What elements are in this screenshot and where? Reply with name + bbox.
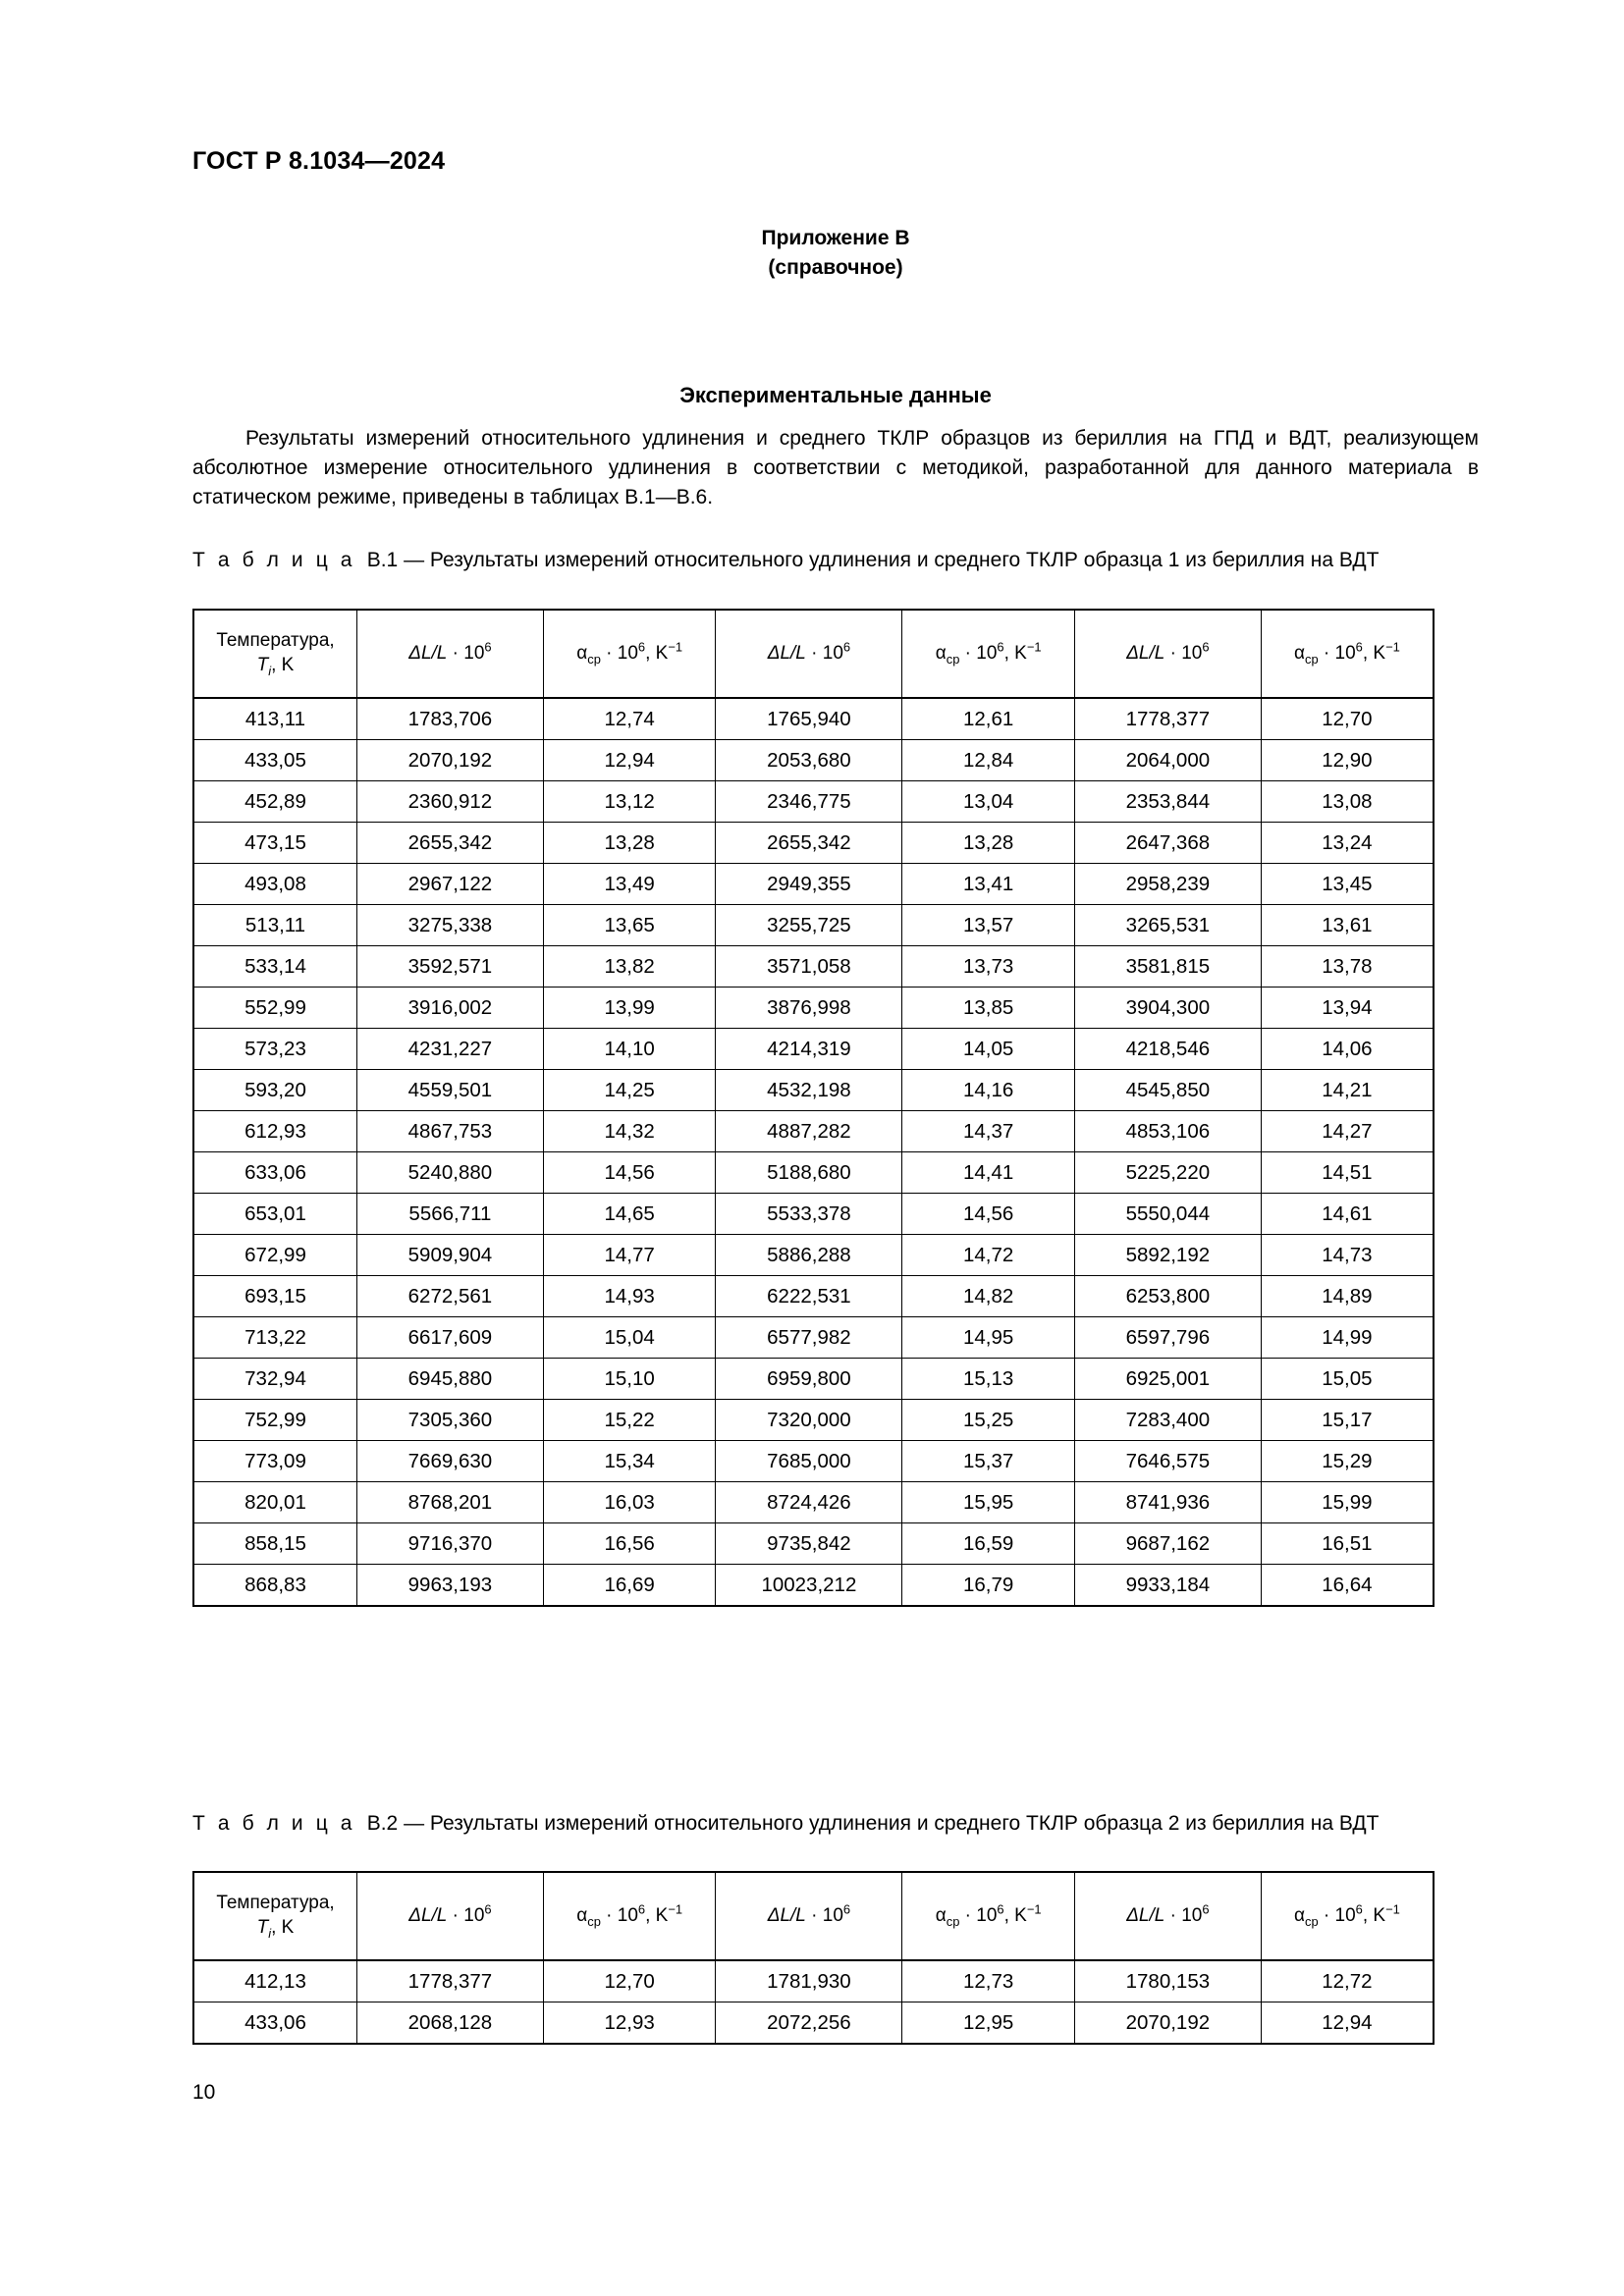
cell-value: 8768,201	[357, 1482, 544, 1523]
table-row	[193, 1400, 1434, 1441]
header-temperature-unit: , K	[271, 655, 295, 675]
cell-value: 12,93	[543, 2002, 716, 2045]
cell-value: 16,59	[902, 1523, 1075, 1565]
cell-value: 7283,400	[1074, 1400, 1261, 1441]
cell-value: 12,94	[543, 740, 716, 781]
cell-value: 8724,426	[716, 1482, 902, 1523]
cell-value: 1781,930	[716, 1960, 902, 2002]
cell-value: 15,29	[1261, 1441, 1434, 1482]
table-row	[193, 2002, 1434, 2045]
cell-value: 14,37	[902, 1111, 1075, 1152]
cell-value: 1765,940	[716, 698, 902, 740]
cell-value: 3265,531	[1074, 905, 1261, 946]
header-delta-l-1: $\Delta L/L \cdot 10^6$	[357, 610, 544, 698]
cell-value: 13,28	[543, 823, 716, 864]
cell-value: 16,03	[543, 1482, 716, 1523]
cell-value: 6577,982	[716, 1317, 902, 1359]
cell-value: 14,61	[1261, 1194, 1434, 1235]
table-b1-header	[193, 610, 1434, 698]
cell-value: 15,99	[1261, 1482, 1434, 1523]
cell-value: 7669,630	[357, 1441, 544, 1482]
cell-value: 4559,501	[357, 1070, 544, 1111]
header-temperature-symbol: T	[256, 655, 269, 675]
cell-value: 7305,360	[357, 1400, 544, 1441]
cell-temperature: 593,20	[193, 1070, 357, 1111]
cell-value: 1783,706	[357, 698, 544, 740]
cell-value: 15,37	[902, 1441, 1075, 1482]
cell-temperature: 433,06	[193, 2002, 357, 2045]
cell-value: 2958,239	[1074, 864, 1261, 905]
cell-value: 13,82	[543, 946, 716, 988]
cell-value: 2655,342	[357, 823, 544, 864]
cell-value: 13,04	[902, 781, 1075, 823]
cell-value: 15,25	[902, 1400, 1075, 1441]
table-b1-body	[193, 698, 1434, 1606]
header-delta-l-2: $\Delta L/L \cdot 10^6$	[716, 1872, 902, 1960]
cell-temperature: 858,15	[193, 1523, 357, 1565]
cell-value: 13,41	[902, 864, 1075, 905]
cell-temperature: 752,99	[193, 1400, 357, 1441]
header-alpha-1: $\alpha_{ср} \cdot 10^6$, $K^{-1}$	[543, 1872, 716, 1960]
cell-value: 5533,378	[716, 1194, 902, 1235]
header-temperature-symbol: T	[256, 1917, 269, 1938]
cell-temperature: 773,09	[193, 1441, 357, 1482]
cell-value: 4218,546	[1074, 1029, 1261, 1070]
cell-value: 14,10	[543, 1029, 716, 1070]
cell-value: 2068,128	[357, 2002, 544, 2045]
cell-value: 9687,162	[1074, 1523, 1261, 1565]
cell-value: 4231,227	[357, 1029, 544, 1070]
cell-value: 13,12	[543, 781, 716, 823]
table-b2-caption-number: В.2	[366, 1812, 399, 1835]
cell-value: 2070,192	[357, 740, 544, 781]
cell-temperature: 493,08	[193, 864, 357, 905]
cell-value: 7685,000	[716, 1441, 902, 1482]
header-delta-l-3: $\Delta L/L \cdot 10^6$	[1074, 1872, 1261, 1960]
cell-value: 12,70	[543, 1960, 716, 2002]
cell-value: 5188,680	[716, 1152, 902, 1194]
cell-value: 15,04	[543, 1317, 716, 1359]
cell-value: 13,24	[1261, 823, 1434, 864]
header-delta-l-1: $\Delta L/L \cdot 10^6$	[357, 1872, 544, 1960]
cell-value: 13,57	[902, 905, 1075, 946]
cell-value: 13,99	[543, 988, 716, 1029]
cell-value: 2967,122	[357, 864, 544, 905]
cell-value: 13,45	[1261, 864, 1434, 905]
table-b2-caption	[192, 1809, 1479, 1839]
cell-value: 6617,609	[357, 1317, 544, 1359]
cell-value: 12,70	[1261, 698, 1434, 740]
cell-value: 12,73	[902, 1960, 1075, 2002]
cell-value: 9716,370	[357, 1523, 544, 1565]
cell-temperature: 552,99	[193, 988, 357, 1029]
cell-value: 12,72	[1261, 1960, 1434, 2002]
cell-value: 14,16	[902, 1070, 1075, 1111]
cell-value: 14,99	[1261, 1317, 1434, 1359]
cell-value: 5909,904	[357, 1235, 544, 1276]
cell-temperature: 693,15	[193, 1276, 357, 1317]
table-b2-body	[193, 1960, 1434, 2044]
cell-value: 3275,338	[357, 905, 544, 946]
cell-value: 4532,198	[716, 1070, 902, 1111]
table-row	[193, 1029, 1434, 1070]
table-row	[193, 905, 1434, 946]
table-row	[193, 740, 1434, 781]
cell-value: 15,95	[902, 1482, 1075, 1523]
appendix-title: Приложение В	[761, 227, 910, 249]
cell-value: 12,90	[1261, 740, 1434, 781]
cell-value: 5886,288	[716, 1235, 902, 1276]
table-row	[193, 988, 1434, 1029]
cell-value: 15,22	[543, 1400, 716, 1441]
cell-value: 5550,044	[1074, 1194, 1261, 1235]
header-temperature: Температура, $T_i$, K	[193, 1872, 357, 1960]
cell-value: 3916,002	[357, 988, 544, 1029]
cell-value: 2949,355	[716, 864, 902, 905]
cell-value: 14,77	[543, 1235, 716, 1276]
appendix-heading	[192, 224, 1479, 284]
header-temperature-unit: , K	[271, 1917, 295, 1938]
cell-value: 13,08	[1261, 781, 1434, 823]
cell-temperature: 633,06	[193, 1152, 357, 1194]
table-row	[193, 1235, 1434, 1276]
table-b1-caption-text: — Результаты измерений относительного удлинения и среднего ТКЛР образца 1 из бериллия на ВДТ	[404, 549, 1380, 571]
page-number: 10	[192, 2081, 216, 2104]
cell-value: 3581,815	[1074, 946, 1261, 988]
cell-value: 14,82	[902, 1276, 1075, 1317]
cell-value: 14,21	[1261, 1070, 1434, 1111]
cell-value: 6272,561	[357, 1276, 544, 1317]
cell-value: 13,78	[1261, 946, 1434, 988]
cell-value: 15,10	[543, 1359, 716, 1400]
table-row	[193, 1523, 1434, 1565]
cell-value: 12,95	[902, 2002, 1075, 2045]
cell-value: 2053,680	[716, 740, 902, 781]
cell-value: 16,64	[1261, 1565, 1434, 1607]
table-row	[193, 1317, 1434, 1359]
table-b2-caption-text: — Результаты измерений относительного удлинения и среднего ТКЛР образца 2 из бериллия на ВДТ	[404, 1812, 1380, 1835]
table-row	[193, 1152, 1434, 1194]
cell-value: 14,51	[1261, 1152, 1434, 1194]
cell-value: 3904,300	[1074, 988, 1261, 1029]
cell-temperature: 412,13	[193, 1960, 357, 2002]
cell-value: 6597,796	[1074, 1317, 1261, 1359]
cell-value: 14,27	[1261, 1111, 1434, 1152]
cell-value: 2346,775	[716, 781, 902, 823]
cell-value: 14,32	[543, 1111, 716, 1152]
cell-value: 12,74	[543, 698, 716, 740]
cell-temperature: 452,89	[193, 781, 357, 823]
header-temperature-subscript: i	[268, 663, 272, 678]
cell-value: 1778,377	[1074, 698, 1261, 740]
cell-temperature: 653,01	[193, 1194, 357, 1235]
cell-value: 6925,001	[1074, 1359, 1261, 1400]
cell-value: 5225,220	[1074, 1152, 1261, 1194]
cell-value: 6253,800	[1074, 1276, 1261, 1317]
header-alpha-1: $\alpha_{ср} \cdot 10^6$, $K^{-1}$	[543, 610, 716, 698]
table-row	[193, 864, 1434, 905]
table-row	[193, 1359, 1434, 1400]
cell-value: 15,17	[1261, 1400, 1434, 1441]
cell-temperature: 732,94	[193, 1359, 357, 1400]
table-b2-caption-label: Т а б л и ц а	[192, 1812, 356, 1835]
cell-temperature: 533,14	[193, 946, 357, 988]
cell-value: 2360,912	[357, 781, 544, 823]
table-header-row	[193, 1872, 1434, 1960]
header-delta-l-3: $\Delta L/L \cdot 10^6$	[1074, 610, 1261, 698]
cell-temperature: 433,05	[193, 740, 357, 781]
cell-value: 1778,377	[357, 1960, 544, 2002]
table-row	[193, 1070, 1434, 1111]
cell-value: 8741,936	[1074, 1482, 1261, 1523]
table-row	[193, 1111, 1434, 1152]
cell-temperature: 612,93	[193, 1111, 357, 1152]
cell-value: 14,95	[902, 1317, 1075, 1359]
cell-value: 13,61	[1261, 905, 1434, 946]
cell-value: 14,41	[902, 1152, 1075, 1194]
cell-value: 14,56	[543, 1152, 716, 1194]
table-b1-caption	[192, 546, 1479, 575]
table-b2	[192, 1871, 1435, 2045]
cell-value: 14,73	[1261, 1235, 1434, 1276]
cell-value: 12,84	[902, 740, 1075, 781]
cell-value: 1780,153	[1074, 1960, 1261, 2002]
cell-temperature: 672,99	[193, 1235, 357, 1276]
cell-value: 14,06	[1261, 1029, 1434, 1070]
cell-value: 13,49	[543, 864, 716, 905]
cell-value: 13,28	[902, 823, 1075, 864]
cell-temperature: 820,01	[193, 1482, 357, 1523]
cell-value: 12,61	[902, 698, 1075, 740]
cell-value: 15,13	[902, 1359, 1075, 1400]
cell-value: 9963,193	[357, 1565, 544, 1607]
cell-value: 13,85	[902, 988, 1075, 1029]
table-row	[193, 698, 1434, 740]
standard-header: ГОСТ Р 8.1034—2024	[192, 147, 446, 175]
cell-value: 16,56	[543, 1523, 716, 1565]
cell-value: 4545,850	[1074, 1070, 1261, 1111]
table-row	[193, 1194, 1434, 1235]
header-alpha-2: $\alpha_{ср} \cdot 10^6$, $K^{-1}$	[902, 610, 1075, 698]
cell-value: 2070,192	[1074, 2002, 1261, 2045]
cell-value: 7320,000	[716, 1400, 902, 1441]
cell-value: 6222,531	[716, 1276, 902, 1317]
table-header-row	[193, 610, 1434, 698]
table-row	[193, 1441, 1434, 1482]
cell-value: 3571,058	[716, 946, 902, 988]
header-alpha-2: $\alpha_{ср} \cdot 10^6$, $K^{-1}$	[902, 1872, 1075, 1960]
table-b1-caption-label: Т а б л и ц а	[192, 549, 356, 571]
cell-value: 9933,184	[1074, 1565, 1261, 1607]
cell-value: 14,72	[902, 1235, 1075, 1276]
header-temperature-subscript: i	[268, 1925, 272, 1941]
cell-value: 14,93	[543, 1276, 716, 1317]
header-temperature: Температура, $T_i$, K	[193, 610, 357, 698]
cell-value: 14,25	[543, 1070, 716, 1111]
cell-value: 16,79	[902, 1565, 1075, 1607]
cell-temperature: 713,22	[193, 1317, 357, 1359]
table-row	[193, 1565, 1434, 1607]
cell-value: 4853,106	[1074, 1111, 1261, 1152]
cell-value: 2072,256	[716, 2002, 902, 2045]
cell-value: 2655,342	[716, 823, 902, 864]
table-row	[193, 1960, 1434, 2002]
header-alpha-3: $\alpha_{ср} \cdot 10^6$, $K^{-1}$	[1261, 610, 1434, 698]
cell-value: 3255,725	[716, 905, 902, 946]
cell-value: 2064,000	[1074, 740, 1261, 781]
cell-value: 15,34	[543, 1441, 716, 1482]
cell-temperature: 473,15	[193, 823, 357, 864]
section-title: Экспериментальные данные	[679, 383, 992, 407]
page-content	[192, 0, 1479, 2296]
cell-value: 13,65	[543, 905, 716, 946]
cell-value: 4887,282	[716, 1111, 902, 1152]
cell-value: 13,94	[1261, 988, 1434, 1029]
cell-value: 9735,842	[716, 1523, 902, 1565]
cell-value: 5892,192	[1074, 1235, 1261, 1276]
table-b2-header	[193, 1872, 1434, 1960]
cell-value: 6959,800	[716, 1359, 902, 1400]
cell-value: 5240,880	[357, 1152, 544, 1194]
cell-value: 15,05	[1261, 1359, 1434, 1400]
cell-value: 14,65	[543, 1194, 716, 1235]
cell-value: 4867,753	[357, 1111, 544, 1152]
header-delta-l-2: $\Delta L/L \cdot 10^6$	[716, 610, 902, 698]
cell-temperature: 868,83	[193, 1565, 357, 1607]
table-row	[193, 946, 1434, 988]
cell-value: 2353,844	[1074, 781, 1261, 823]
cell-value: 16,51	[1261, 1523, 1434, 1565]
cell-value: 4214,319	[716, 1029, 902, 1070]
cell-value: 13,73	[902, 946, 1075, 988]
intro-paragraph: Результаты измерений относительного удлинения и среднего ТКЛР образцов из бериллия на ГПД и ВДТ, реализующем абсолютное измерение относительного удлинения в соответствии с методикой, разработанной для данного материала в статическом режиме, приведены в таблицах В.1—В.6.	[192, 427, 1479, 508]
cell-value: 6945,880	[357, 1359, 544, 1400]
cell-temperature: 513,11	[193, 905, 357, 946]
cell-value: 5566,711	[357, 1194, 544, 1235]
cell-value: 12,94	[1261, 2002, 1434, 2045]
cell-value: 10023,212	[716, 1565, 902, 1607]
table-b1	[192, 609, 1435, 1607]
header-alpha-3: $\alpha_{ср} \cdot 10^6$, $K^{-1}$	[1261, 1872, 1434, 1960]
cell-temperature: 413,11	[193, 698, 357, 740]
appendix-subtitle: (справочное)	[768, 256, 903, 280]
cell-value: 3876,998	[716, 988, 902, 1029]
cell-value: 7646,575	[1074, 1441, 1261, 1482]
cell-temperature: 573,23	[193, 1029, 357, 1070]
cell-value: 16,69	[543, 1565, 716, 1607]
cell-value: 3592,571	[357, 946, 544, 988]
cell-value: 14,56	[902, 1194, 1075, 1235]
table-row	[193, 823, 1434, 864]
cell-value: 14,05	[902, 1029, 1075, 1070]
table-row	[193, 1482, 1434, 1523]
cell-value: 14,89	[1261, 1276, 1434, 1317]
table-row	[193, 1276, 1434, 1317]
table-b1-caption-number: В.1	[366, 549, 399, 571]
cell-value: 2647,368	[1074, 823, 1261, 864]
table-row	[193, 781, 1434, 823]
